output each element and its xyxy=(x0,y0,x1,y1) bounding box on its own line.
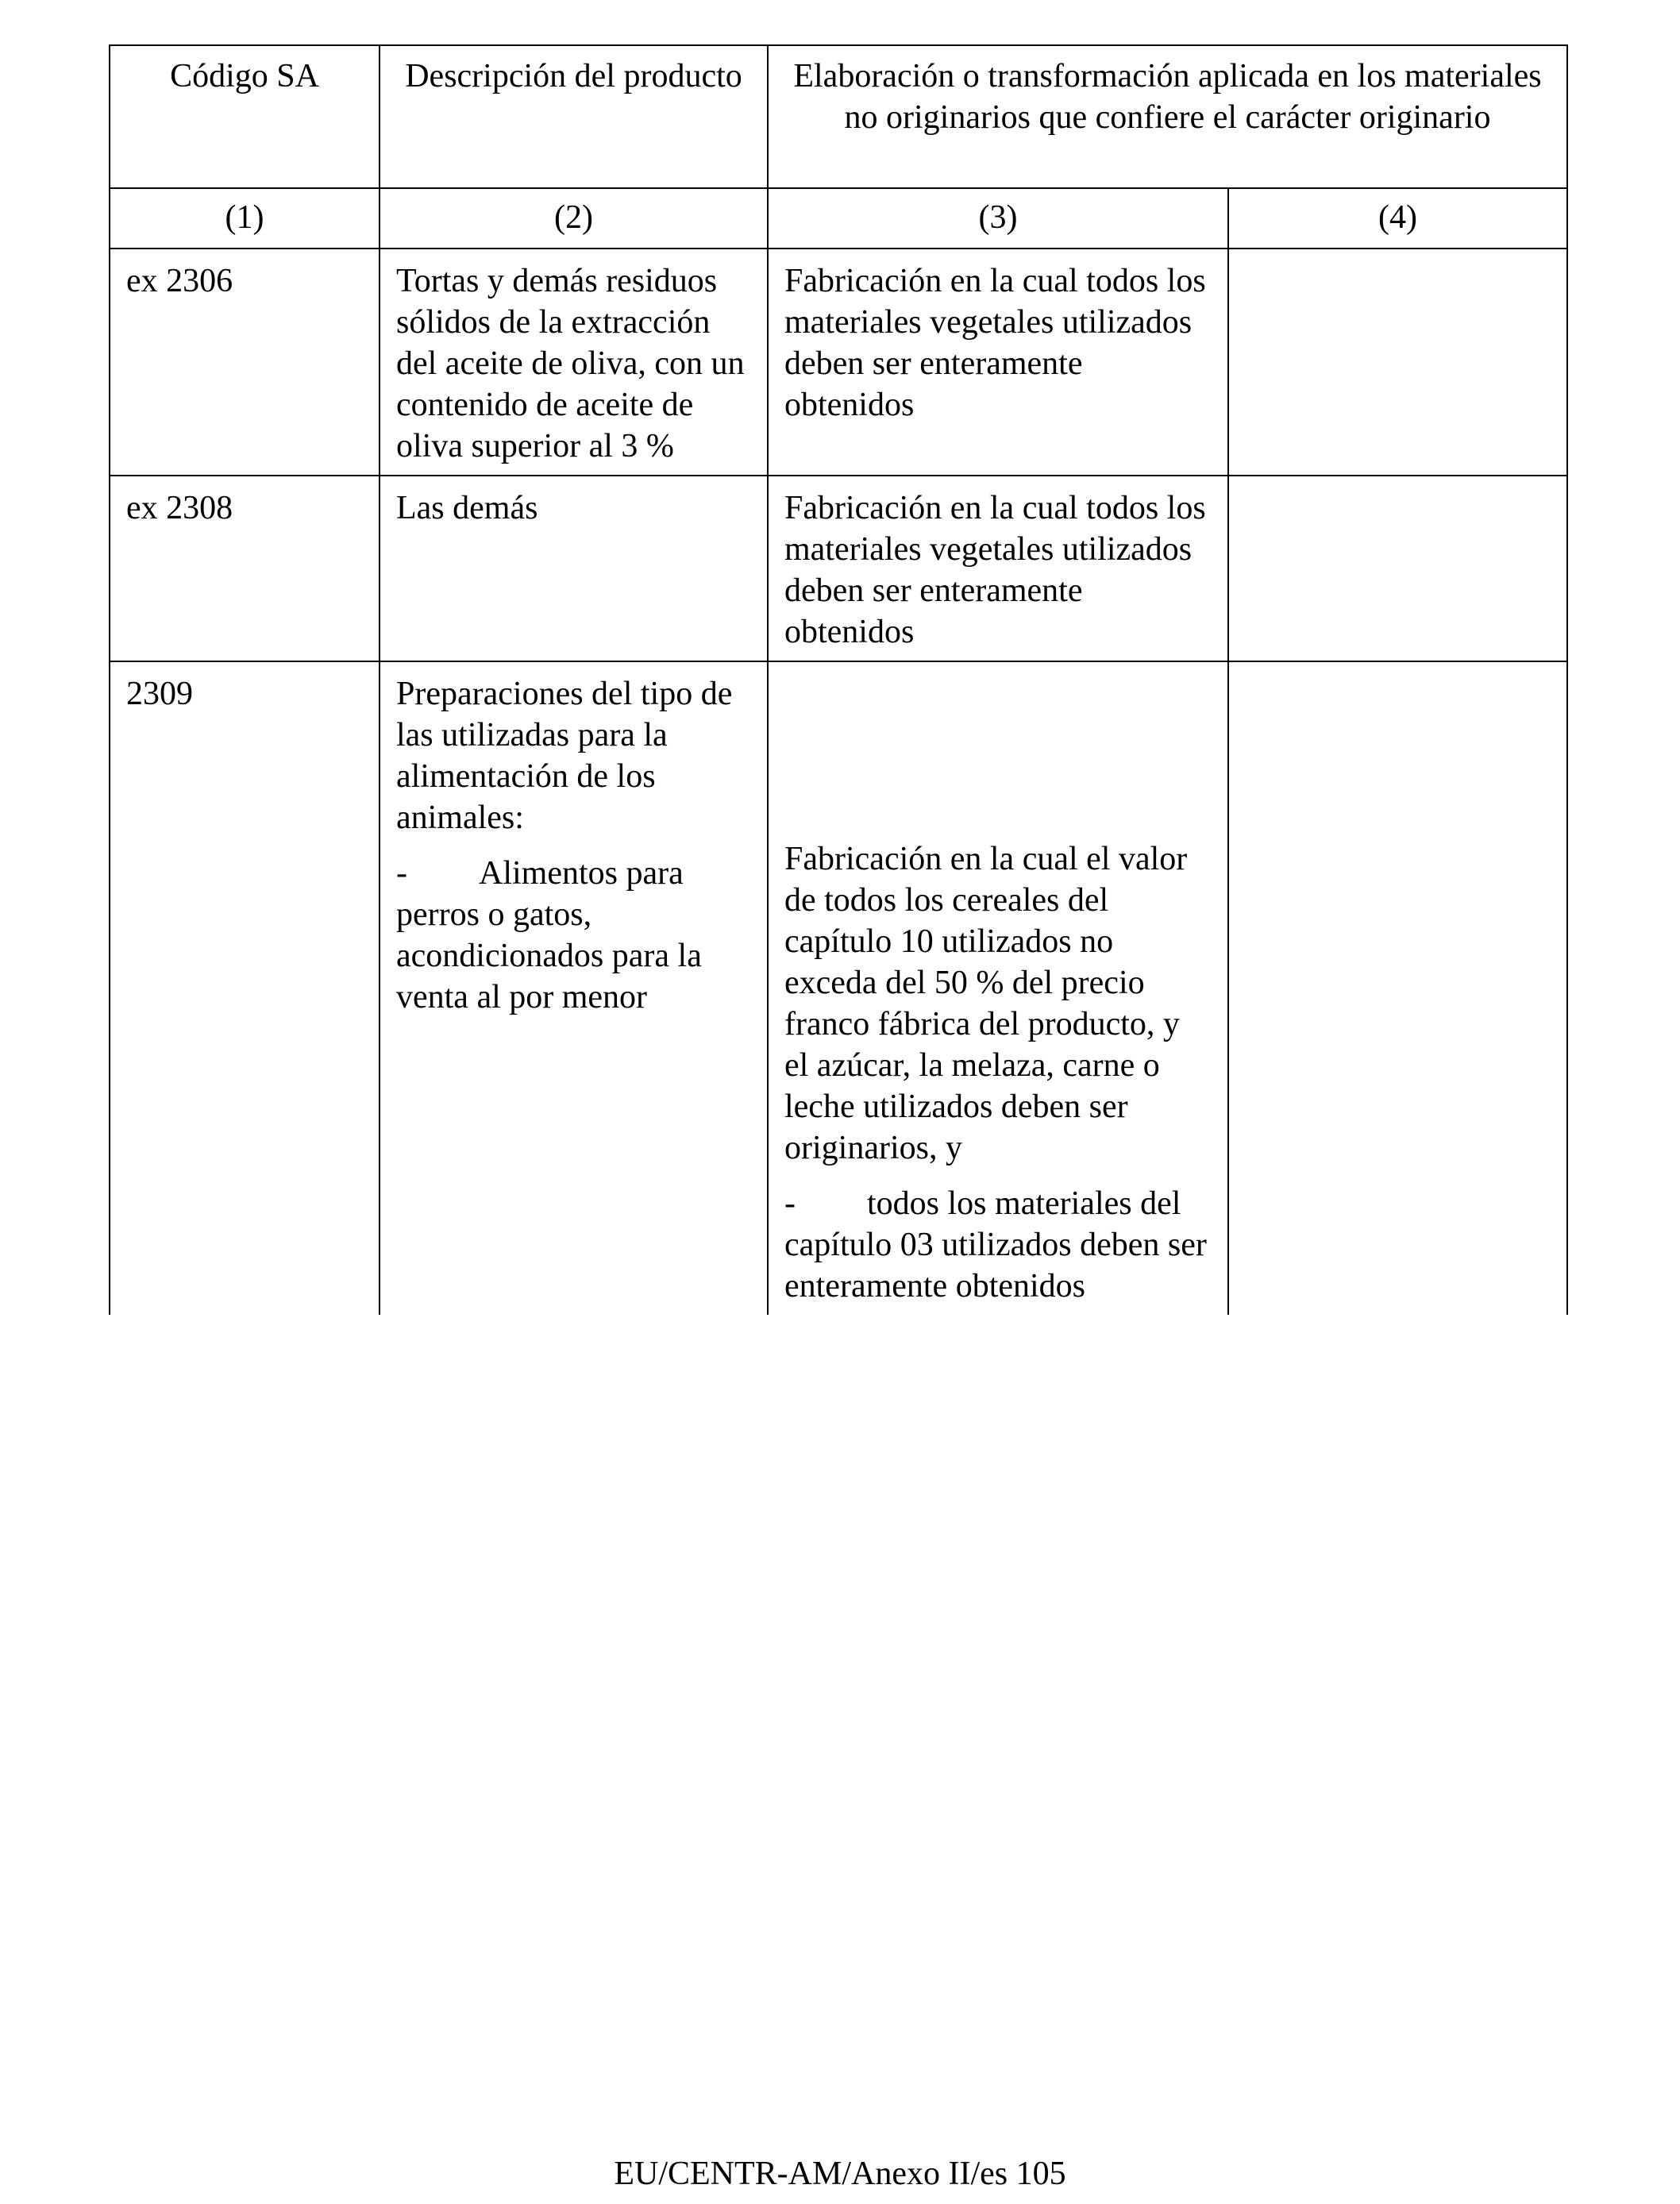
row-description: Preparaciones del tipo de las utilizadas para la alimentación de los animales: xyxy=(396,676,733,836)
sub-description-rest: perros o gatos, acondicionados para la venta al por menor xyxy=(396,896,702,1015)
header-code: Código SA xyxy=(110,45,380,188)
row-processing-cell xyxy=(768,661,1228,1315)
column-number-3: (3) xyxy=(768,188,1228,249)
row-col4 xyxy=(1228,476,1567,661)
column-number-2: (2) xyxy=(380,188,768,249)
sub-processing: Fabricación en la cual el valor de todos los cereales del capítulo 10 utilizados no exceda del 50 % del precio franco fábrica del producto, y el azúcar, la melaza, carne o leche utilizados deben ser originarios, y xyxy=(784,841,1188,1166)
dash-marker: - xyxy=(784,1185,796,1222)
sub-processing2-rest: capítulo 03 utilizados deben ser enteramente obtenidos xyxy=(784,1227,1207,1304)
row-processing: Fabricación en la cual todos los materiales vegetales utilizados deben ser enteramente obtenidos xyxy=(768,249,1228,476)
page-footer-reference: EU/CENTR-AM/Anexo II/es 105 xyxy=(614,2156,1066,2192)
row-code: 2309 xyxy=(110,661,380,1315)
column-number-1: (1) xyxy=(110,188,380,249)
table-row xyxy=(110,249,1567,476)
row-description: Tortas y demás residuos sólidos de la extracción del aceite de oliva, con un contenido de aceite de oliva superior al 3 % xyxy=(380,249,768,476)
row-description: Las demás xyxy=(380,476,768,661)
row-col4 xyxy=(1228,661,1567,1315)
row-code: ex 2308 xyxy=(110,476,380,661)
dash-marker: - xyxy=(396,855,407,892)
row-col4 xyxy=(1228,249,1567,476)
sub-processing2-first: todos los materiales del xyxy=(867,1185,1181,1222)
row-processing: Fabricación en la cual todos los materiales vegetales utilizados deben ser enteramente obtenidos xyxy=(768,476,1228,661)
table-row xyxy=(110,661,1567,1315)
row-code: ex 2306 xyxy=(110,249,380,476)
column-number-4: (4) xyxy=(1228,188,1567,249)
table-row xyxy=(110,476,1567,661)
rules-of-origin-table xyxy=(109,44,1568,1315)
header-processing: Elaboración o transformación aplicada en los materiales no originarios que confiere el carácter originario xyxy=(768,45,1567,188)
header-description: Descripción del producto xyxy=(380,45,768,188)
column-number-row xyxy=(110,188,1567,249)
sub-item-description xyxy=(396,853,751,1018)
row-description-cell xyxy=(380,661,768,1315)
spacer xyxy=(784,673,1212,838)
sub-processing-item xyxy=(784,1183,1212,1307)
table-header-row xyxy=(110,45,1567,188)
sub-description-first: Alimentos para xyxy=(479,855,684,892)
